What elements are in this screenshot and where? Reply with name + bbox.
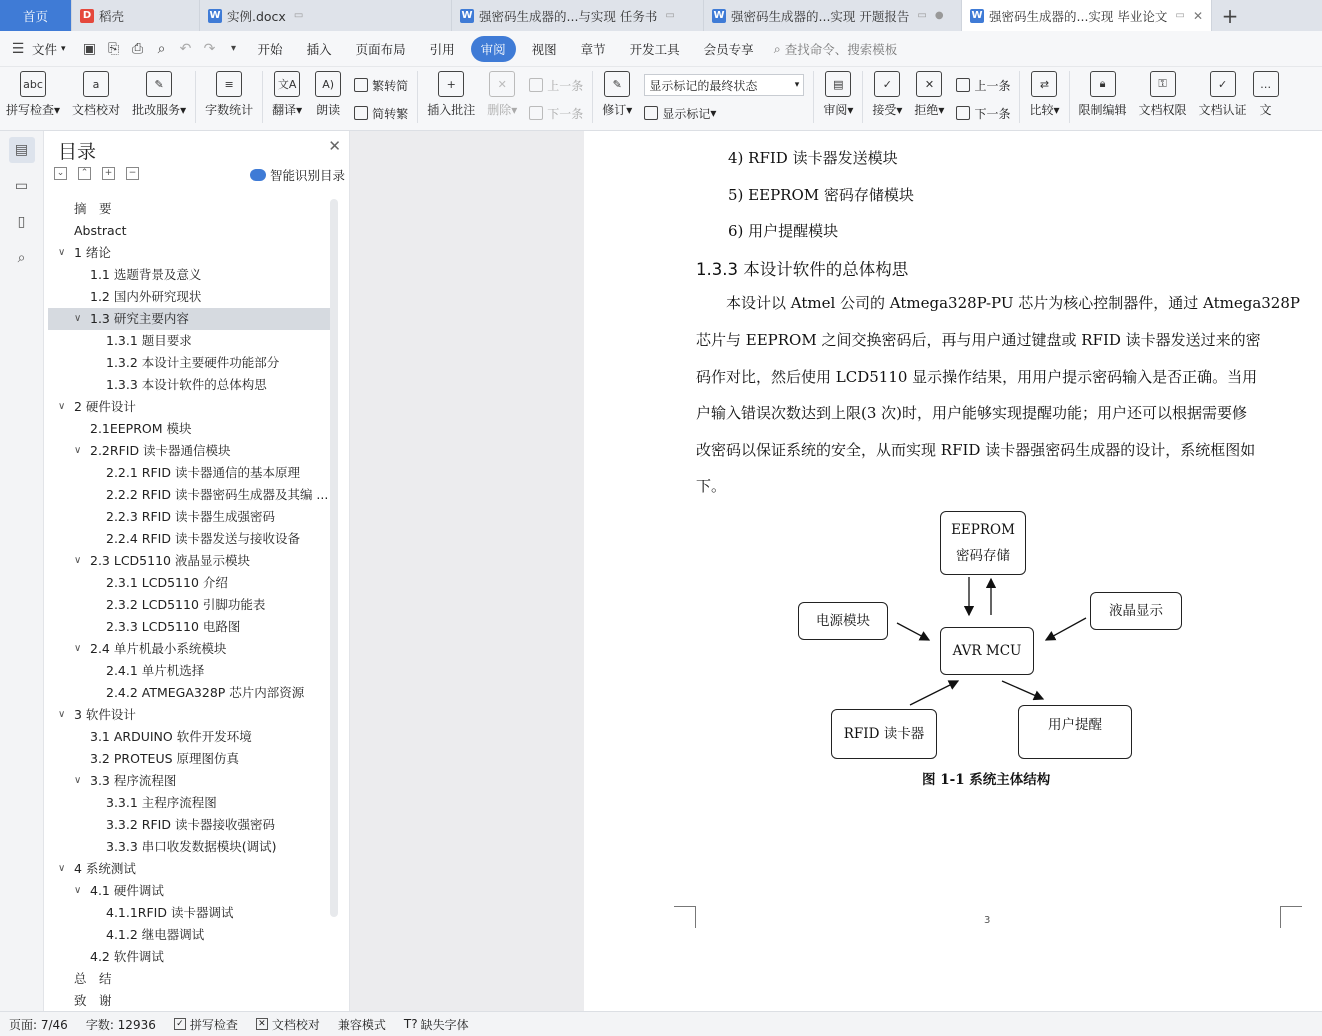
chevron-down-icon: ▾ <box>794 80 800 90</box>
alert-box: 用户提醒 <box>1018 705 1132 759</box>
ribbon-review <box>0 67 1322 131</box>
command-search[interactable] <box>774 40 898 58</box>
button-label: 文 <box>1259 103 1272 117</box>
word-icon: W <box>209 10 221 21</box>
toc-item-label: Abstract <box>74 223 127 238</box>
bookmark-icon[interactable]: ▯ <box>17 214 26 230</box>
tab-label: 强密码生成器的...与实现 任务书 <box>479 8 658 24</box>
monitor-icon: ▭ <box>917 10 927 21</box>
toc-item[interactable] <box>48 880 330 902</box>
toc-item[interactable] <box>48 264 330 286</box>
missing-font[interactable] <box>395 1016 478 1033</box>
status-label: 文档校对 <box>271 1017 320 1032</box>
reject-icon: ✕ <box>916 71 942 97</box>
toc-item-label: 2.2.4 RFID 读卡器发送与接收设备 <box>106 531 300 546</box>
toc-item[interactable] <box>48 594 330 616</box>
section-heading: 1.3.3 本设计软件的总体构思 <box>696 260 909 279</box>
menu-devtools[interactable]: 开发工具 <box>629 41 680 57</box>
toc-item-label: 2.3.2 LCD5110 引脚功能表 <box>106 597 266 612</box>
toc-item-label: 3.3 程序流程图 <box>90 773 177 788</box>
delete-comment-button[interactable] <box>481 71 523 118</box>
toc-item[interactable] <box>48 374 330 396</box>
chevron-down-icon[interactable]: ∨ <box>74 885 82 896</box>
docer-icon: D <box>80 9 94 23</box>
toc-item[interactable] <box>48 770 330 792</box>
doc-permission-button[interactable] <box>1133 71 1193 118</box>
toc-item[interactable] <box>48 902 330 924</box>
figure-caption: 图 1-1 系统主体结构 <box>922 772 1051 788</box>
tab-task-book[interactable] <box>452 0 704 31</box>
divider <box>592 71 593 123</box>
toc-item[interactable] <box>48 616 330 638</box>
tab-label: 实例.docx <box>227 8 286 24</box>
status-spell-check[interactable] <box>165 1016 247 1033</box>
toc-item[interactable] <box>48 704 330 726</box>
toc-item[interactable] <box>48 858 330 880</box>
button-label: 文档校对 <box>72 103 121 117</box>
document-page[interactable] <box>584 131 1322 1011</box>
toc-item[interactable] <box>48 726 330 748</box>
toc-item-label: 3.2 PROTEUS 原理图仿真 <box>90 751 240 766</box>
button-label: 字数统计 <box>205 103 254 117</box>
tab-proposal[interactable] <box>704 0 962 31</box>
toc-item[interactable] <box>48 550 330 572</box>
robot-icon <box>250 169 266 181</box>
toc-item[interactable] <box>48 946 330 968</box>
button-label: 接受▾ <box>872 103 903 117</box>
button-label: 下一条 <box>974 106 1011 121</box>
prev-change-icon <box>956 78 970 92</box>
customize-icon[interactable]: ▾ <box>231 43 237 54</box>
toc-item[interactable] <box>48 924 330 946</box>
status-bar <box>0 1011 1322 1036</box>
toc-item[interactable] <box>48 506 330 528</box>
tab-home[interactable] <box>0 0 72 31</box>
toc-item[interactable] <box>48 286 330 308</box>
chevron-down-icon[interactable]: ∨ <box>58 401 66 412</box>
compare-icon: ⇄ <box>1031 71 1057 97</box>
menu-start[interactable]: 开始 <box>257 41 283 57</box>
toc-item-label: 3 软件设计 <box>74 707 136 722</box>
export-icon[interactable]: ⎘ <box>107 40 120 57</box>
power-box: 电源模块 <box>798 602 888 640</box>
button-label: 拼写检查▾ <box>6 103 61 117</box>
toc-item-label: 2.4.2 ATMEGA328P 芯片内部资源 <box>106 685 305 700</box>
toc-item-label: 2.4 单片机最小系统模块 <box>90 641 227 656</box>
toc-item-label: 2.2RFID 读卡器通信模块 <box>90 443 231 458</box>
tab-thesis[interactable] <box>962 0 1212 31</box>
toc-item[interactable] <box>48 814 330 836</box>
word-icon: W <box>461 10 473 21</box>
permission-icon: ⚿ <box>1150 71 1176 97</box>
word-count-button[interactable] <box>199 71 259 118</box>
toc-item-label: 2.1EEPROM 模块 <box>90 421 192 436</box>
more-icon: … <box>1253 71 1279 97</box>
divider <box>417 71 418 123</box>
page-corner-mark <box>674 906 696 928</box>
toc-item-label: 1.3.3 本设计软件的总体构思 <box>106 377 267 392</box>
toc-item-label: 4 系统测试 <box>74 861 136 876</box>
chevron-down-icon: ▾ <box>61 43 66 54</box>
toc-item[interactable] <box>48 638 330 660</box>
button-label: 朗读 <box>316 103 341 117</box>
toc-item-label: 4.1 硬件调试 <box>90 883 164 898</box>
tab-label: 首页 <box>22 8 48 24</box>
new-tab-button[interactable]: + <box>1221 3 1239 28</box>
toc-item-label: 2.3.3 LCD5110 电路图 <box>106 619 241 634</box>
toc-item[interactable] <box>48 528 330 550</box>
button-label: 翻译▾ <box>272 103 303 117</box>
status-label: 缺失字体 <box>420 1017 469 1032</box>
prev-comment-icon <box>529 78 543 92</box>
markup-state-select[interactable] <box>644 74 804 96</box>
close-icon[interactable]: ✕ <box>1192 8 1203 23</box>
redo-icon[interactable]: ↷ <box>203 40 216 57</box>
spell-check-button[interactable] <box>0 71 66 118</box>
monitor-icon: ▭ <box>665 10 675 21</box>
next-comment-icon <box>529 106 543 120</box>
button-label: 审阅▾ <box>823 103 854 117</box>
trad-to-simp-button[interactable] <box>354 74 408 96</box>
chevron-down-icon[interactable]: ∨ <box>74 445 82 456</box>
paragraph-line: 码作对比，然后使用 LCD5110 显示操作结果，用用户提示密码输入是否正确。当用 <box>696 368 1258 386</box>
menu-view[interactable]: 视图 <box>531 41 557 57</box>
toc-item[interactable] <box>48 748 330 770</box>
toc-item-label: 1.1 选题背景及意义 <box>90 267 202 282</box>
word-icon: W <box>971 10 983 21</box>
track-changes-button[interactable] <box>596 71 638 118</box>
smart-toc-button[interactable] <box>250 166 345 184</box>
comment-add-icon: + <box>438 71 464 97</box>
toc-item[interactable] <box>48 836 330 858</box>
toc-item[interactable] <box>48 660 330 682</box>
toc-item[interactable] <box>48 484 330 506</box>
monitor-icon: ▭ <box>293 10 304 21</box>
review-pane-icon: ▤ <box>825 71 851 97</box>
button-label: 限制编辑 <box>1078 103 1127 117</box>
next-comment-button[interactable] <box>529 102 583 124</box>
tab-label: 稻壳 <box>99 8 125 24</box>
toc-item[interactable] <box>48 792 330 814</box>
toc-item-label: 1 绪论 <box>74 245 111 260</box>
paragraph-line: 户输入错误次数达到上限(3 次)时，用户能够实现提醒功能；用户还可以根据需要修 <box>696 404 1248 422</box>
toc-item-label: 3.3.1 主程序流程图 <box>106 795 217 810</box>
button-label: 简转繁 <box>372 106 409 121</box>
status-label: 拼写检查 <box>189 1017 238 1032</box>
toc-item-label: 3.3.2 RFID 读卡器接收强密码 <box>106 817 275 832</box>
chevron-down-icon[interactable]: ∨ <box>74 643 82 654</box>
divider <box>1019 71 1020 123</box>
toc-item[interactable] <box>48 352 330 374</box>
translate-icon: 文A <box>274 71 300 97</box>
list-item: 6) 用户提醒模块 <box>728 222 839 240</box>
accept-icon: ✓ <box>874 71 900 97</box>
toc-item-label: 1.3.1 题目要求 <box>106 333 192 348</box>
dot-icon: ● <box>934 10 944 21</box>
list-item: 5) EEPROM 密码存储模块 <box>728 186 914 204</box>
status-doc-check[interactable] <box>247 1016 329 1033</box>
button-label: 拒绝▾ <box>914 103 945 117</box>
correction-icon: ✎ <box>146 71 172 97</box>
trad-to-simp-icon <box>354 78 368 92</box>
toc-item[interactable] <box>48 990 330 1012</box>
track-changes-icon: ✎ <box>604 71 630 97</box>
certify-icon: ✓ <box>1210 71 1236 97</box>
toc-item-label: 2.2.1 RFID 读卡器通信的基本原理 <box>106 465 300 480</box>
prev-comment-button[interactable] <box>529 74 583 96</box>
read-aloud-icon: A) <box>315 71 341 97</box>
correction-service-button[interactable] <box>126 71 192 118</box>
paragraph-line: 本设计以 Atmel 公司的 Atmega328P-PU 芯片为核心控制器件，通过 Atmega328P <box>696 294 1300 312</box>
page-indicator[interactable]: 页面: 7/46 <box>9 1017 68 1032</box>
nav-rail <box>0 131 44 1011</box>
toc-item[interactable] <box>48 968 330 990</box>
translate-button[interactable] <box>266 71 308 118</box>
button-label: 下一条 <box>547 106 584 121</box>
search-icon[interactable]: ⌕ <box>17 250 26 266</box>
toc-item-label: 4.1.1RFID 读卡器调试 <box>106 905 234 920</box>
read-aloud-button[interactable] <box>308 71 348 118</box>
prev-change-button[interactable] <box>956 74 1010 96</box>
toc-item-label: 1.2 国内外研究现状 <box>90 289 202 304</box>
menu-insert[interactable]: 插入 <box>306 41 332 57</box>
button-label: 插入批注 <box>427 103 476 117</box>
review-pane-button[interactable] <box>817 71 859 118</box>
menu-layout[interactable]: 页面布局 <box>355 41 406 57</box>
show-markup-button[interactable]: 显示标记 ▾ <box>644 102 804 124</box>
more-button[interactable] <box>1253 71 1279 118</box>
divider <box>262 71 263 123</box>
tab-label: 强密码生成器的...实现 毕业论文 <box>989 8 1168 24</box>
toc-item-label: 摘 要 <box>74 201 112 216</box>
divider <box>813 71 814 123</box>
toc-item[interactable] <box>48 330 330 352</box>
toc-item[interactable] <box>48 308 330 330</box>
divider <box>195 71 196 123</box>
button-label: 修订▾ <box>602 103 633 117</box>
accept-button[interactable] <box>866 71 908 118</box>
eeprom-box <box>940 511 1026 575</box>
button-label: 智能识别目录 <box>269 168 345 183</box>
toc-item[interactable] <box>48 462 330 484</box>
next-change-icon <box>956 106 970 120</box>
doc-check-icon: a <box>83 71 109 97</box>
undo-icon[interactable]: ↶ <box>179 40 192 57</box>
box-label: 密码存储 <box>956 548 1010 564</box>
list-item: 4) RFID 读卡器发送模块 <box>728 149 898 167</box>
menu-member[interactable]: 会员专享 <box>703 41 754 57</box>
lock-icon: 🔒︎ <box>1090 71 1116 97</box>
button-label: 比较▾ <box>1029 103 1060 117</box>
toc-item-label: 3.1 ARDUINO 软件开发环境 <box>90 729 252 744</box>
toc-item-label: 2.3 LCD5110 液晶显示模块 <box>90 553 250 568</box>
menu-bar <box>0 31 1322 67</box>
toc-list <box>48 198 330 1012</box>
show-markup-icon <box>644 106 658 120</box>
button-label: 批改服务▾ <box>132 103 187 117</box>
page-number: 3 <box>984 915 991 926</box>
toc-item-label: 2.2.3 RFID 读卡器生成强密码 <box>106 509 275 524</box>
toc-item-label: 4.1.2 继电器调试 <box>106 927 205 942</box>
divider <box>862 71 863 123</box>
toc-item[interactable] <box>48 572 330 594</box>
button-label: 文档认证 <box>1198 103 1247 117</box>
chevron-down-icon[interactable]: ∨ <box>58 247 66 258</box>
monitor-icon: ▭ <box>1175 10 1185 21</box>
toc-toolbar <box>54 167 139 180</box>
menu-chapter[interactable]: 章节 <box>580 41 606 57</box>
chevron-down-icon[interactable]: ∨ <box>74 555 82 566</box>
paragraph-line: 芯片与 EEPROM 之间交换密码后，再与用户通过键盘或 RFID 读卡器发送过来的密 <box>696 331 1261 349</box>
toc-item-label: 2 硬件设计 <box>74 399 136 414</box>
doc-certify-button[interactable] <box>1193 71 1253 118</box>
toc-item-label: 致 谢 <box>74 993 112 1008</box>
hamburger-icon[interactable]: ☰ <box>11 40 25 57</box>
menu-file[interactable] <box>30 36 78 62</box>
toc-icon[interactable]: ▤ <box>9 137 35 163</box>
toc-item-label: 1.3 研究主要内容 <box>90 311 189 326</box>
comment-delete-icon: ✕ <box>489 71 515 97</box>
print-icon[interactable]: ⎙ <box>131 40 144 57</box>
tab-label: 强密码生成器的...实现 开题报告 <box>731 8 910 24</box>
button-label: 显示标记 <box>662 106 711 121</box>
toc-item[interactable] <box>48 396 330 418</box>
toc-item-label: 4.2 软件调试 <box>90 949 164 964</box>
select-value: 显示标记的最终状态 <box>649 78 758 93</box>
button-label: 删除▾ <box>487 103 518 117</box>
word-count-icon: ≡ <box>216 71 242 97</box>
remove-heading-icon[interactable]: − <box>126 167 139 180</box>
chevron-down-icon[interactable]: ∨ <box>74 775 82 786</box>
checkbox-icon: ✓ <box>174 1018 186 1030</box>
next-change-button[interactable] <box>956 102 1010 124</box>
toc-item[interactable] <box>48 242 330 264</box>
toc-item[interactable] <box>48 198 330 220</box>
menu-file-label: 文件 <box>32 41 58 57</box>
page-corner-mark <box>1280 906 1302 928</box>
chevron-down-icon[interactable]: ∨ <box>58 863 66 874</box>
toc-item[interactable] <box>48 440 330 462</box>
compare-button[interactable] <box>1023 71 1065 118</box>
search-icon: ⌕ <box>773 40 781 56</box>
word-icon: W <box>713 10 725 21</box>
preview-icon[interactable]: ⌕ <box>157 40 166 57</box>
insert-comment-button[interactable] <box>421 71 481 118</box>
toc-panel <box>44 131 350 1011</box>
doc-check-button[interactable] <box>66 71 126 118</box>
toc-item-label: 1.3.2 本设计主要硬件功能部分 <box>106 355 280 370</box>
word-count[interactable]: 字数: 12936 <box>85 1017 156 1032</box>
box-label: EEPROM <box>951 522 1015 538</box>
toc-item[interactable] <box>48 682 330 704</box>
button-label: 文档权限 <box>1138 103 1187 117</box>
add-heading-icon[interactable]: + <box>102 167 115 180</box>
divider <box>1069 71 1070 123</box>
button-label: 上一条 <box>974 78 1011 93</box>
menu-review[interactable]: 审阅 <box>471 36 516 62</box>
chevron-down-icon[interactable]: ∨ <box>58 709 66 720</box>
button-label: 上一条 <box>547 78 584 93</box>
toc-scrollbar[interactable] <box>330 199 338 917</box>
button-label: 繁转简 <box>372 78 409 93</box>
toc-item-label: 总 结 <box>74 971 112 986</box>
simp-to-trad-icon <box>354 106 368 120</box>
reject-button[interactable] <box>908 71 950 118</box>
menu-reference[interactable]: 引用 <box>429 41 455 57</box>
chevron-down-icon[interactable]: ∨ <box>74 313 82 324</box>
doc-check-icon: ✕ <box>256 1018 268 1030</box>
font-icon: T? <box>403 1017 418 1031</box>
tab-bar <box>0 0 1322 31</box>
toc-item[interactable] <box>48 220 330 242</box>
lcd-box: 液晶显示 <box>1090 592 1182 630</box>
tab-docer[interactable] <box>72 0 200 31</box>
expand-all-icon[interactable]: ⌃ <box>78 167 91 180</box>
mcu-box: AVR MCU <box>940 627 1034 675</box>
toc-item-label: 2.4.1 单片机选择 <box>106 663 205 678</box>
toc-item-label: 2.2.2 RFID 读卡器密码生成器及其编 ... <box>106 487 329 502</box>
paragraph-line: 改密码以保证系统的安全，从而实现 RFID 读卡器强密码生成器的设计，系统框图如 <box>696 441 1256 459</box>
toc-item-label: 3.3.3 串口收发数据模块(调试) <box>106 839 277 854</box>
save-icon[interactable]: ▣ <box>82 40 97 57</box>
chapter-icon[interactable]: ▭ <box>14 178 29 194</box>
tab-example-docx[interactable] <box>200 0 452 31</box>
search-placeholder: 查找命令、搜索模板 <box>784 41 898 57</box>
toc-item[interactable] <box>48 418 330 440</box>
toc-item-label: 2.3.1 LCD5110 介绍 <box>106 575 228 590</box>
toc-title: 目录 <box>58 141 97 163</box>
paragraph-line: 下。 <box>696 477 727 495</box>
compat-mode[interactable]: 兼容模式 <box>337 1017 386 1032</box>
simp-to-trad-button[interactable] <box>354 102 408 124</box>
rfid-box: RFID 读卡器 <box>831 709 937 759</box>
collapse-all-icon[interactable]: ⌄ <box>54 167 67 180</box>
restrict-edit-button[interactable] <box>1073 71 1133 118</box>
close-icon[interactable]: ✕ <box>328 137 341 155</box>
spell-check-icon: abc <box>20 71 46 97</box>
